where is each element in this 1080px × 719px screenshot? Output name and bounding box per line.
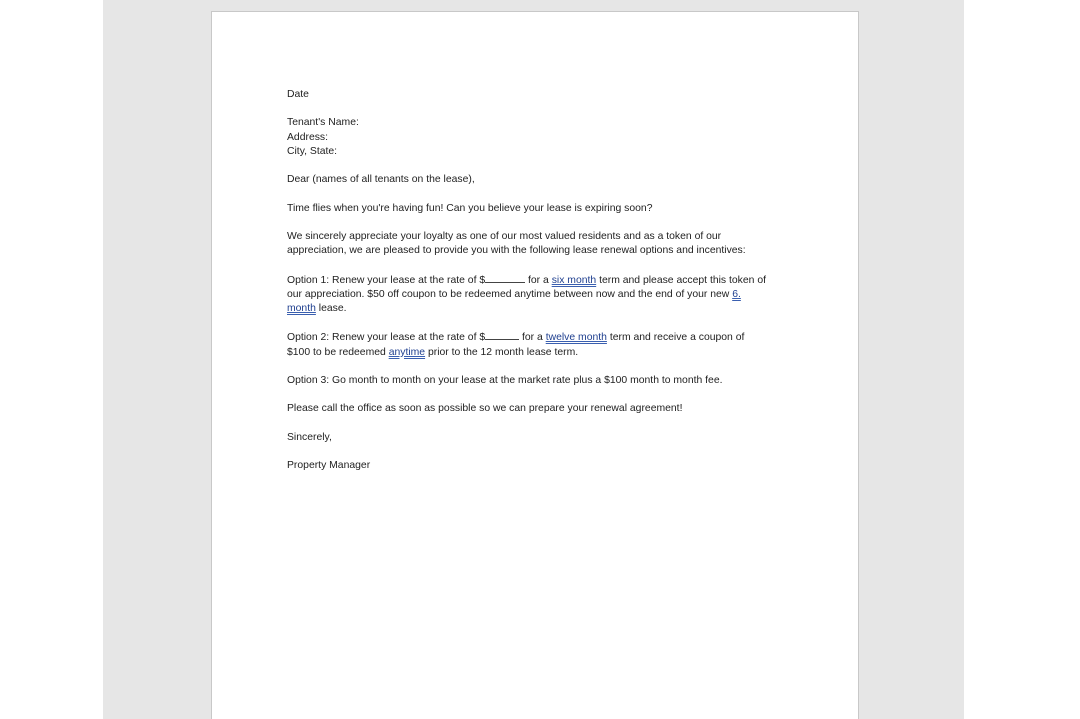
option-1-term-word: month: [287, 302, 316, 314]
option-1-line-3-text: lease.: [318, 302, 347, 314]
appreciation-line-2: appreciation, we are pleased to provide you with the following lease renewal options and incentives:: [287, 245, 746, 257]
salutation: Dear (names of all tenants on the lease),: [287, 174, 475, 186]
tenant-name-line: Tenant's Name:: [287, 117, 359, 129]
option-2-line-2b: prior to the 12 month lease term.: [427, 346, 579, 358]
option-1-line-2-text: our appreciation. $50 off coupon to be redeemed anytime between now and the end of your new: [287, 288, 730, 300]
option-2-term: twelve month: [545, 332, 607, 344]
city-state-line: City, State:: [287, 145, 338, 157]
option-2-anytime: anytime: [388, 346, 426, 358]
rate-blank-2[interactable]: [485, 330, 519, 340]
option-1-term: six month: [551, 274, 597, 286]
tenant-block: [287, 116, 797, 159]
option-2-line-2a: $100 to be redeemed: [287, 346, 386, 358]
option-1-line-1: [287, 273, 797, 288]
option-1-line-3: [287, 302, 797, 316]
option-1-line-2: our appreciation. $50 off coupon to be redeemed anytime between now and the end of your new 6.: [287, 288, 741, 300]
appreciation-paragraph: [287, 230, 797, 258]
intro-paragraph: Time flies when you're having fun! Can you believe your lease is expiring soon?: [287, 202, 653, 214]
option-2-post: term and receive a coupon of: [609, 332, 745, 344]
option-2-mid: for a: [522, 332, 543, 344]
option-1-post: term and please accept this token of: [599, 274, 766, 286]
closing: Sincerely,: [287, 431, 332, 443]
option-3-paragraph: Option 3: Go month to month on your lease at the market rate plus a $100 month to month fee.: [287, 374, 723, 386]
rate-blank-1[interactable]: [485, 273, 525, 283]
option-1-term-number: 6: [732, 288, 738, 300]
date-line: Date: [287, 89, 309, 100]
option-1-mid: for a: [528, 274, 549, 286]
option-1-paragraph: [287, 273, 797, 317]
letter-body[interactable]: [287, 88, 797, 488]
appreciation-line-1: We sincerely appreciate your loyalty as one of our most valued residents and as a token of our: [287, 230, 722, 242]
address-line: Address:: [287, 131, 329, 143]
option-2-line-1: [287, 330, 797, 345]
option-1-pre: Option 1: Renew your lease at the rate of $: [287, 274, 486, 286]
option-2-line-2: [287, 346, 797, 360]
call-paragraph: Please call the office as soon as possible so we can prepare your renewal agreement!: [287, 403, 683, 415]
option-2-paragraph: [287, 330, 797, 359]
option-2-pre: Option 2: Renew your lease at the rate of $: [287, 332, 486, 344]
signature: Property Manager: [287, 460, 371, 472]
